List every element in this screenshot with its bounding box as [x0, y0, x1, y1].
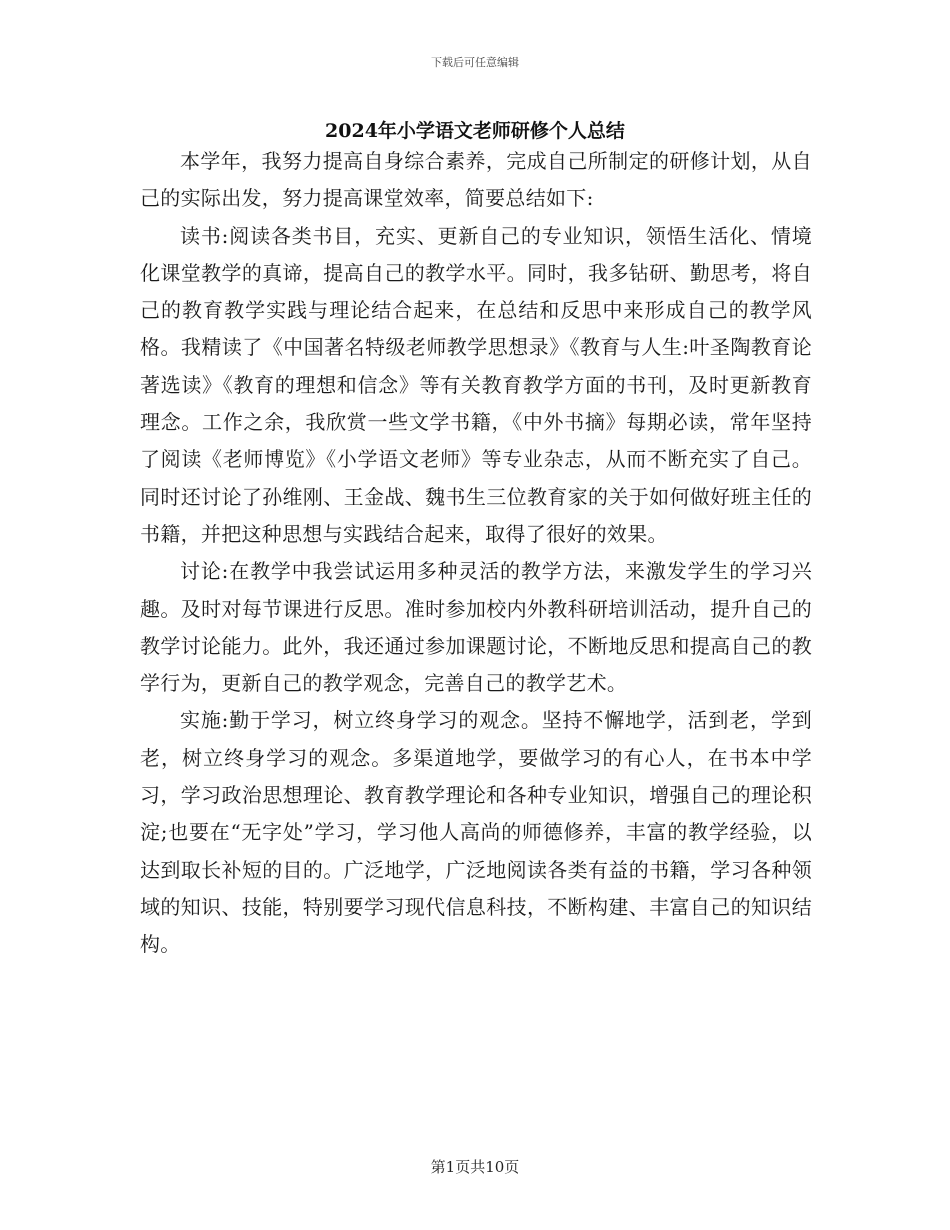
paragraph-practice: 实施:勤于学习，树立终身学习的观念。坚持不懈地学，活到老，学到老，树立终身学习的观念。多渠道地学，要做学习的有心人，在书本中学习，学习政治思想理论、教育教学理论和各种专业知识，增强自己的理论积淀;也要在“无字处”学习，学习他人高尚的师德修养，丰富的教学经验，以达到取长补短的目的。广泛地学，广泛地阅读各类有益的书籍，学习各种领域的知识、技能，特别要学习现代信息科技，不断构建、丰富自己的知识结构。: [140, 708, 812, 957]
document-title: 2024年小学语文老师研修个人总结: [325, 120, 625, 142]
page-number: 第1页共10页: [430, 1158, 520, 1176]
page-header-note: 下载后可任意编辑: [431, 56, 519, 69]
document-body: [140, 143, 812, 964]
paragraph-reading: 读书:阅读各类书目，充实、更新自己的专业知识，领悟生活化、情境化课堂教学的真谛，提高自己的教学水平。同时，我多钻研、勤思考，将自己的教育教学实践与理论结合起来，在总结和反思中来形成自己的教学风格。我精读了《中国著名特级老师教学思想录》《教育与人生:叶圣陶教育论著选读》《教育的理想和信念》等有关教育教学方面的书刊，及时更新教育理念。工作之余，我欣赏一些文学书籍，《中外书摘》每期必读，常年坚持了阅读《老师博览》《小学语文老师》等专业杂志，从而不断充实了自己。同时还讨论了孙维刚、王金战、魏书生三位教育家的关于如何做好班主任的书籍，并把这种思想与实践结合起来，取得了很好的效果。: [140, 223, 812, 546]
paragraph-research: 讨论:在教学中我尝试运用多种灵活的教学方法，来激发学生的学习兴趣。及时对每节课进行反思。准时参加校内外教科研培训活动，提升自己的教学讨论能力。此外，我还通过参加课题讨论，不断地反思和提高自己的教学行为，更新自己的教学观念，完善自己的教学艺术。: [140, 559, 812, 696]
paragraph-intro: 本学年，我努力提高自身综合素养，完成自己所制定的研修计划，从自己的实际出发，努力提高课堂效率，简要总结如下:: [140, 149, 812, 211]
